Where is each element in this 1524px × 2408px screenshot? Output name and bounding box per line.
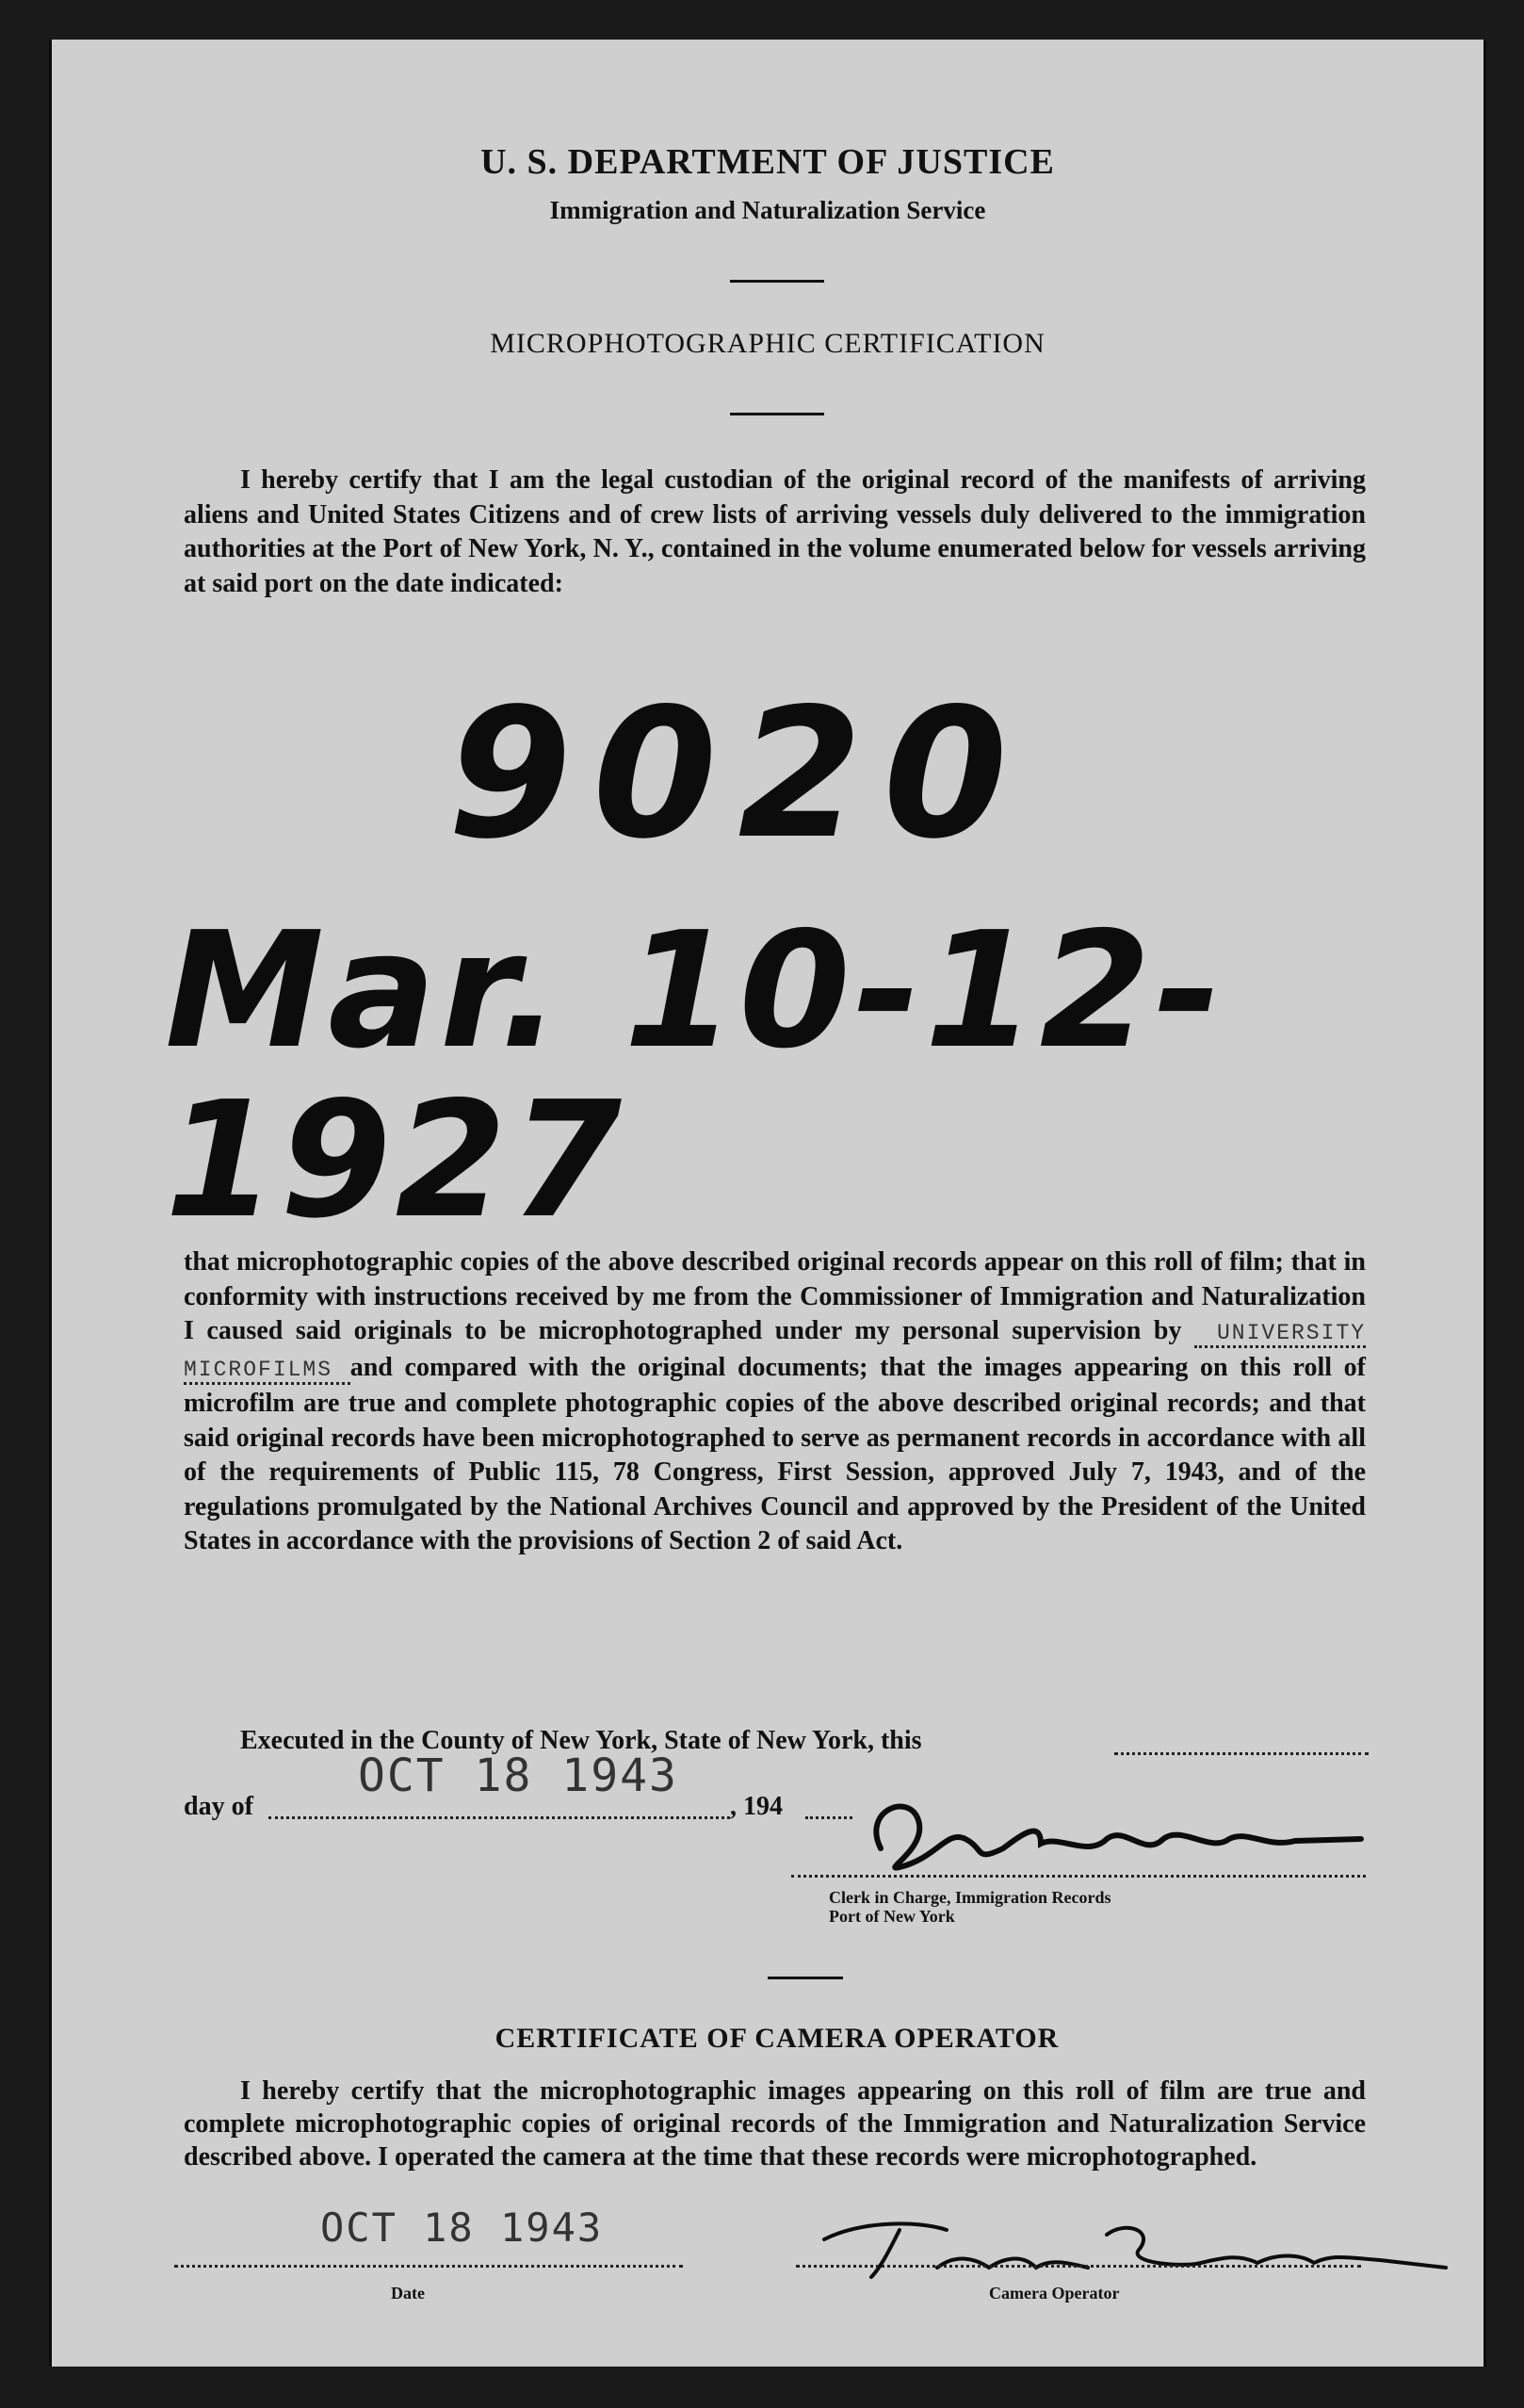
- date-line: [174, 2265, 683, 2268]
- divider: [730, 280, 824, 283]
- month-blank: [268, 1816, 730, 1819]
- execution-line: Executed in the County of New York, State of New York, this: [240, 1726, 922, 1755]
- clerk-signature-scribble: [824, 1782, 1389, 1886]
- operator-signature: [881, 2225, 885, 2226]
- signature-line: [791, 1875, 1366, 1878]
- signer-office: Port of New York: [829, 1907, 955, 1926]
- handwritten-date-range: Mar. 10-12-1927: [165, 898, 1225, 1254]
- certificate-sheet: [49, 40, 1486, 2367]
- operator-signature-scribble: [786, 2202, 1465, 2286]
- date-label: Date: [391, 2284, 425, 2302]
- certification-paragraph: [184, 1245, 1366, 1559]
- divider: [730, 413, 824, 415]
- year-label: , 194: [730, 1792, 783, 1821]
- day-of-label: day of: [184, 1792, 253, 1821]
- handwritten-volume-number: 9020: [447, 670, 1029, 878]
- execution-date-stamp: OCT 18 1943: [358, 1749, 678, 1802]
- intro-paragraph: [184, 464, 1366, 601]
- signer-title: Clerk in Charge, Immigration Records: [829, 1888, 1111, 1907]
- supervisor-name: UNIVERSITY MICROFILMS: [184, 1321, 1367, 1382]
- certification-title: MICROPHOTOGRAPHIC CERTIFICATION: [490, 328, 1046, 359]
- day-blank: [1114, 1752, 1369, 1755]
- operator-signature-line: [796, 2265, 1361, 2268]
- department-heading: U. S. DEPARTMENT OF JUSTICE: [480, 142, 1055, 182]
- certification-text-part2: and compared with the original documents; that the images appearing on this roll of microfilm are true and complete photographic copies of the above described original records; and that said original records have been microphotographed to serve as permanent records in accordance with all of the requirements of Public 115, 78 Congress, First Session, approved July 7, 1943, and of the regulations promulgated by the National Archives Council and approved by the President of the United States in accordance with the provisions of Section 2 of said Act.: [184, 1352, 1366, 1555]
- camera-operator-paragraph: [184, 2074, 1366, 2173]
- service-subheading: Immigration and Naturalization Service: [549, 196, 986, 224]
- clerk-signature: [928, 1811, 932, 1812]
- intro-text: I hereby certify that I am the legal custodian of the original record of the manifests of arriving aliens and United States Citizens and of crew lists of arriving vessels duly delivered to the immigration authorities at the Port of New York, N. Y., contained in the volume enumerated below for vessels arriving at said port on the date indicated:: [184, 465, 1366, 598]
- camera-operator-text: I hereby certify that the microphotographic images appearing on this roll of film are true and complete microphotographic copies of original records of the Immigration and Naturalization Service described above. I operated the camera at the time that these records were microphotographed.: [184, 2076, 1366, 2172]
- operator-date-stamp: OCT 18 1943: [320, 2205, 604, 2251]
- camera-operator-heading: CERTIFICATE OF CAMERA OPERATOR: [494, 2023, 1060, 2054]
- camera-operator-label: Camera Operator: [989, 2284, 1120, 2302]
- divider: [768, 1977, 843, 1979]
- certification-text-part1: that microphotographic copies of the above described original records appear on this roll of film; that in conformity with instructions received by me from the Commissioner of Immigration and Naturalization I caused said originals to be microphotographed under my personal supervision by: [184, 1247, 1366, 1345]
